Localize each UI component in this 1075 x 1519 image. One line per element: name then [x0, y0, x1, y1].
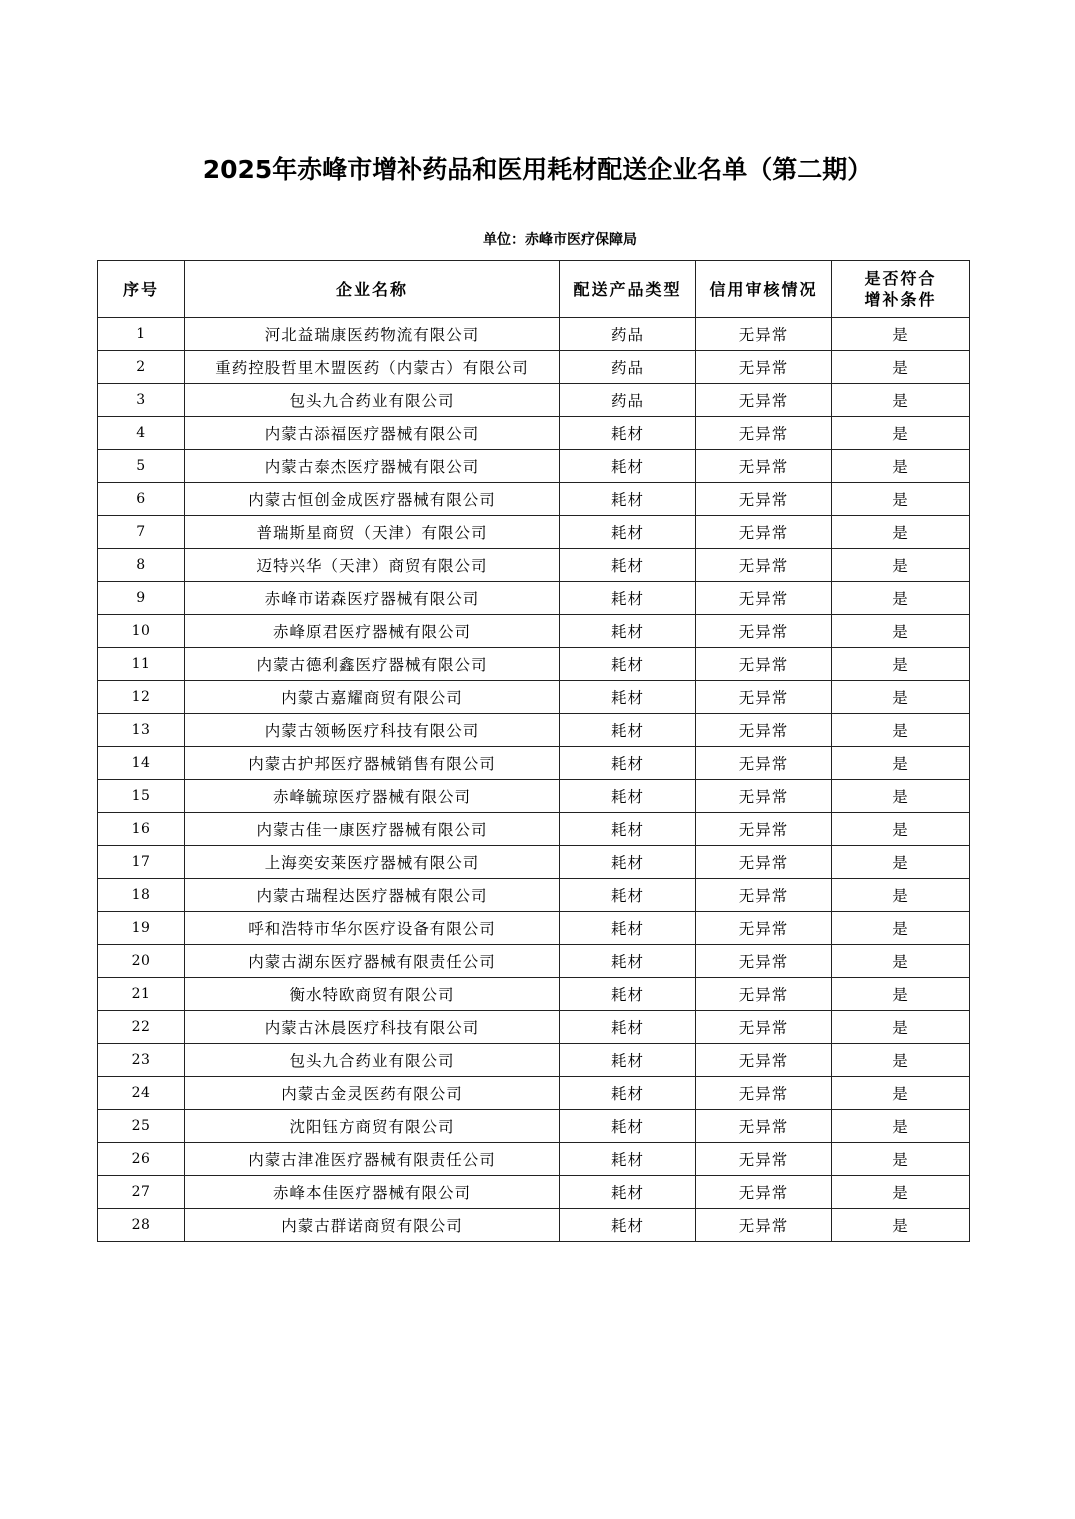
cell-company: 内蒙古恒创金成医疗器械有限公司	[185, 483, 560, 516]
header-company: 企业名称	[185, 261, 560, 318]
cell-credit-review: 无异常	[696, 1044, 832, 1077]
cell-eligible: 是	[832, 1209, 970, 1242]
cell-seq: 28	[98, 1209, 185, 1242]
cell-credit-review: 无异常	[696, 483, 832, 516]
cell-company: 衡水特欧商贸有限公司	[185, 978, 560, 1011]
cell-seq: 24	[98, 1077, 185, 1110]
cell-seq: 19	[98, 912, 185, 945]
issuing-unit: 单位：赤峰市医疗保障局	[483, 232, 637, 248]
table-row	[98, 1176, 970, 1209]
cell-credit-review: 无异常	[696, 978, 832, 1011]
cell-seq: 27	[98, 1176, 185, 1209]
table-row	[98, 1209, 970, 1242]
cell-seq: 23	[98, 1044, 185, 1077]
table-row	[98, 1011, 970, 1044]
cell-product-type: 耗材	[560, 681, 696, 714]
table-row	[98, 681, 970, 714]
cell-product-type: 耗材	[560, 1176, 696, 1209]
cell-eligible: 是	[832, 615, 970, 648]
cell-company: 内蒙古嘉耀商贸有限公司	[185, 681, 560, 714]
cell-eligible: 是	[832, 681, 970, 714]
cell-company: 内蒙古瑞程达医疗器械有限公司	[185, 879, 560, 912]
cell-product-type: 药品	[560, 351, 696, 384]
table-row	[98, 582, 970, 615]
cell-seq: 16	[98, 813, 185, 846]
cell-company: 内蒙古津准医疗器械有限责任公司	[185, 1143, 560, 1176]
cell-eligible: 是	[832, 780, 970, 813]
cell-credit-review: 无异常	[696, 615, 832, 648]
cell-product-type: 耗材	[560, 879, 696, 912]
cell-seq: 18	[98, 879, 185, 912]
header-eligible-line2: 增补条件	[864, 290, 937, 309]
table-row	[98, 945, 970, 978]
cell-credit-review: 无异常	[696, 1110, 832, 1143]
cell-eligible: 是	[832, 582, 970, 615]
table-row	[98, 648, 970, 681]
cell-product-type: 耗材	[560, 417, 696, 450]
header-seq: 序号	[98, 261, 185, 318]
table-row	[98, 1077, 970, 1110]
cell-company: 迈特兴华（天津）商贸有限公司	[185, 549, 560, 582]
cell-product-type: 耗材	[560, 615, 696, 648]
table-row	[98, 516, 970, 549]
cell-product-type: 耗材	[560, 648, 696, 681]
cell-company: 上海奕安莱医疗器械有限公司	[185, 846, 560, 879]
cell-seq: 13	[98, 714, 185, 747]
cell-credit-review: 无异常	[696, 582, 832, 615]
cell-eligible: 是	[832, 714, 970, 747]
cell-eligible: 是	[832, 879, 970, 912]
cell-credit-review: 无异常	[696, 648, 832, 681]
cell-credit-review: 无异常	[696, 1209, 832, 1242]
cell-credit-review: 无异常	[696, 1143, 832, 1176]
table-row	[98, 417, 970, 450]
cell-credit-review: 无异常	[696, 846, 832, 879]
cell-credit-review: 无异常	[696, 1176, 832, 1209]
cell-seq: 25	[98, 1110, 185, 1143]
cell-credit-review: 无异常	[696, 549, 832, 582]
cell-product-type: 耗材	[560, 747, 696, 780]
cell-eligible: 是	[832, 1011, 970, 1044]
cell-seq: 20	[98, 945, 185, 978]
cell-company: 内蒙古德利鑫医疗器械有限公司	[185, 648, 560, 681]
cell-credit-review: 无异常	[696, 912, 832, 945]
cell-eligible: 是	[832, 747, 970, 780]
cell-product-type: 耗材	[560, 549, 696, 582]
cell-product-type: 耗材	[560, 1077, 696, 1110]
cell-eligible: 是	[832, 417, 970, 450]
cell-company: 内蒙古领畅医疗科技有限公司	[185, 714, 560, 747]
cell-seq: 12	[98, 681, 185, 714]
company-list-table	[97, 260, 970, 1242]
cell-credit-review: 无异常	[696, 417, 832, 450]
cell-credit-review: 无异常	[696, 879, 832, 912]
cell-product-type: 药品	[560, 318, 696, 351]
cell-product-type: 耗材	[560, 1044, 696, 1077]
cell-seq: 8	[98, 549, 185, 582]
cell-eligible: 是	[832, 450, 970, 483]
cell-eligible: 是	[832, 912, 970, 945]
cell-seq: 11	[98, 648, 185, 681]
cell-credit-review: 无异常	[696, 945, 832, 978]
table-row	[98, 912, 970, 945]
cell-credit-review: 无异常	[696, 813, 832, 846]
cell-product-type: 耗材	[560, 714, 696, 747]
cell-product-type: 耗材	[560, 582, 696, 615]
cell-credit-review: 无异常	[696, 681, 832, 714]
cell-seq: 2	[98, 351, 185, 384]
cell-company: 呼和浩特市华尔医疗设备有限公司	[185, 912, 560, 945]
table-row	[98, 351, 970, 384]
cell-eligible: 是	[832, 318, 970, 351]
cell-product-type: 耗材	[560, 1143, 696, 1176]
cell-product-type: 耗材	[560, 978, 696, 1011]
cell-eligible: 是	[832, 945, 970, 978]
cell-eligible: 是	[832, 978, 970, 1011]
cell-product-type: 耗材	[560, 912, 696, 945]
cell-product-type: 耗材	[560, 780, 696, 813]
header-row	[98, 261, 970, 318]
cell-seq: 9	[98, 582, 185, 615]
cell-product-type: 药品	[560, 384, 696, 417]
cell-company: 河北益瑞康医药物流有限公司	[185, 318, 560, 351]
cell-seq: 6	[98, 483, 185, 516]
cell-company: 赤峰毓琼医疗器械有限公司	[185, 780, 560, 813]
table-row	[98, 747, 970, 780]
cell-eligible: 是	[832, 516, 970, 549]
cell-company: 包头九合药业有限公司	[185, 384, 560, 417]
table-row	[98, 846, 970, 879]
cell-company: 内蒙古添福医疗器械有限公司	[185, 417, 560, 450]
cell-eligible: 是	[832, 1077, 970, 1110]
cell-credit-review: 无异常	[696, 714, 832, 747]
table-row	[98, 450, 970, 483]
cell-eligible: 是	[832, 846, 970, 879]
cell-seq: 7	[98, 516, 185, 549]
table-body	[98, 318, 970, 1242]
cell-product-type: 耗材	[560, 813, 696, 846]
table-row	[98, 879, 970, 912]
header-eligible-line1: 是否符合	[864, 269, 937, 288]
cell-credit-review: 无异常	[696, 384, 832, 417]
header-product-type: 配送产品类型	[560, 261, 696, 318]
cell-eligible: 是	[832, 351, 970, 384]
cell-company: 赤峰本佳医疗器械有限公司	[185, 1176, 560, 1209]
cell-seq: 10	[98, 615, 185, 648]
cell-company: 内蒙古护邦医疗器械销售有限公司	[185, 747, 560, 780]
cell-eligible: 是	[832, 1110, 970, 1143]
cell-product-type: 耗材	[560, 516, 696, 549]
cell-seq: 21	[98, 978, 185, 1011]
cell-credit-review: 无异常	[696, 450, 832, 483]
cell-company: 内蒙古泰杰医疗器械有限公司	[185, 450, 560, 483]
table-row	[98, 813, 970, 846]
cell-eligible: 是	[832, 1176, 970, 1209]
cell-company: 内蒙古金灵医药有限公司	[185, 1077, 560, 1110]
cell-credit-review: 无异常	[696, 351, 832, 384]
cell-company: 沈阳钰方商贸有限公司	[185, 1110, 560, 1143]
cell-product-type: 耗材	[560, 1209, 696, 1242]
cell-product-type: 耗材	[560, 1110, 696, 1143]
cell-company: 内蒙古群诺商贸有限公司	[185, 1209, 560, 1242]
cell-product-type: 耗材	[560, 846, 696, 879]
table-row	[98, 615, 970, 648]
cell-seq: 17	[98, 846, 185, 879]
cell-credit-review: 无异常	[696, 516, 832, 549]
cell-seq: 14	[98, 747, 185, 780]
cell-company: 内蒙古湖东医疗器械有限责任公司	[185, 945, 560, 978]
cell-seq: 4	[98, 417, 185, 450]
table-row	[98, 483, 970, 516]
cell-credit-review: 无异常	[696, 318, 832, 351]
cell-eligible: 是	[832, 1044, 970, 1077]
table-row	[98, 1110, 970, 1143]
cell-credit-review: 无异常	[696, 1077, 832, 1110]
cell-seq: 26	[98, 1143, 185, 1176]
cell-eligible: 是	[832, 549, 970, 582]
table-row	[98, 978, 970, 1011]
table-header	[98, 261, 970, 318]
cell-credit-review: 无异常	[696, 747, 832, 780]
table-row	[98, 714, 970, 747]
cell-company: 包头九合药业有限公司	[185, 1044, 560, 1077]
table-row	[98, 384, 970, 417]
cell-product-type: 耗材	[560, 450, 696, 483]
table-row	[98, 549, 970, 582]
cell-eligible: 是	[832, 384, 970, 417]
cell-credit-review: 无异常	[696, 780, 832, 813]
cell-company: 内蒙古沐晨医疗科技有限公司	[185, 1011, 560, 1044]
table-row	[98, 780, 970, 813]
cell-product-type: 耗材	[560, 483, 696, 516]
cell-seq: 5	[98, 450, 185, 483]
cell-credit-review: 无异常	[696, 1011, 832, 1044]
cell-seq: 15	[98, 780, 185, 813]
cell-product-type: 耗材	[560, 1011, 696, 1044]
document-title: 2025年赤峰市增补药品和医用耗材配送企业名单（第二期）	[202, 155, 873, 184]
cell-product-type: 耗材	[560, 945, 696, 978]
header-credit-review: 信用审核情况	[696, 261, 832, 318]
table-row	[98, 318, 970, 351]
cell-company: 赤峰原君医疗器械有限公司	[185, 615, 560, 648]
table-row	[98, 1143, 970, 1176]
cell-seq: 1	[98, 318, 185, 351]
cell-eligible: 是	[832, 1143, 970, 1176]
table-row	[98, 1044, 970, 1077]
cell-eligible: 是	[832, 648, 970, 681]
cell-company: 重药控股哲里木盟医药（内蒙古）有限公司	[185, 351, 560, 384]
cell-eligible: 是	[832, 813, 970, 846]
cell-seq: 3	[98, 384, 185, 417]
cell-seq: 22	[98, 1011, 185, 1044]
header-eligible	[832, 261, 970, 318]
cell-company: 赤峰市诺森医疗器械有限公司	[185, 582, 560, 615]
cell-eligible: 是	[832, 483, 970, 516]
cell-company: 普瑞斯星商贸（天津）有限公司	[185, 516, 560, 549]
cell-company: 内蒙古佳一康医疗器械有限公司	[185, 813, 560, 846]
